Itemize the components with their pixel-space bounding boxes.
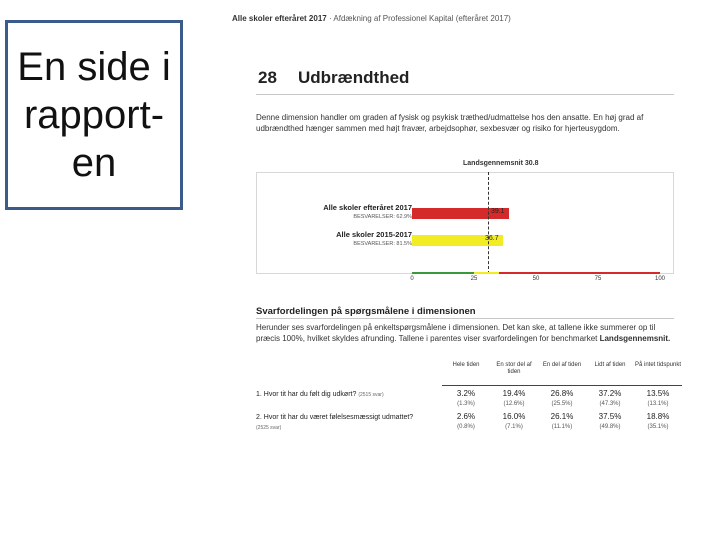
column-header: På intet tidspunkt: [634, 362, 682, 368]
value-cell: 37.5%: [598, 412, 622, 421]
average-line: [488, 172, 489, 274]
burnout-chart: [256, 160, 676, 290]
header-subtitle: · Afdækning af Professionel Kapital (efteråret 2017): [326, 14, 511, 23]
value-cell: 13.5%: [646, 389, 670, 398]
average-label: Landsgennemsnit 30.8: [463, 160, 539, 167]
benchmark-cell: (11.1%): [551, 424, 573, 430]
value-cell: 26.8%: [550, 389, 574, 398]
axis-band-mid: [474, 272, 499, 274]
benchmark-cell: (0.8%): [457, 424, 475, 430]
bar-value-2015-2017: 36.7: [485, 235, 499, 242]
chart-frame: [256, 172, 674, 274]
benchmark-cell: (1.3%): [457, 401, 475, 407]
value-cell: 2.6%: [456, 412, 476, 421]
axis-band-low: [412, 272, 474, 274]
tick-label: 75: [594, 276, 602, 282]
callout-box: [5, 20, 183, 210]
header-title: Alle skoler efteråret 2017: [232, 14, 327, 23]
bar-value-2017: 39.1: [490, 208, 505, 215]
benchmark-cell: (12.6%): [503, 401, 525, 407]
column-header: En del af tiden: [542, 362, 582, 368]
section-title: Udbrændthed: [298, 68, 410, 87]
tick-label: 25: [470, 276, 478, 282]
row-label-2017: Alle skoler efteråret 2017: [323, 203, 412, 212]
callout-text: En side i rapport- en: [17, 45, 171, 185]
axis-band-high: [499, 272, 660, 274]
value-cell: 37.2%: [598, 389, 622, 398]
value-cell: 26.1%: [550, 412, 574, 421]
benchmark-cell: (35.1%): [647, 424, 669, 430]
row-meta-2017: BESVARELSER: 62.9%: [353, 214, 412, 220]
distribution-text: [256, 322, 676, 344]
column-header: Hele tiden: [452, 362, 480, 368]
question-count: (2515 svar): [358, 392, 384, 398]
benchmark-cell: (13.1%): [647, 401, 669, 407]
benchmark-cell: (25.5%): [551, 401, 573, 407]
question-text: 2. Hvor tit har du været følelsesmæssigt udmattet?: [256, 414, 414, 421]
benchmark-cell: (47.3%): [599, 401, 621, 407]
distribution-divider: [256, 318, 674, 319]
benchmark-cell: (49.8%): [599, 424, 621, 430]
tick-label: 50: [532, 276, 540, 282]
question-2-count: [256, 424, 281, 431]
value-cell: 18.8%: [646, 412, 670, 421]
question-1: [256, 391, 384, 398]
value-cell: 16.0%: [502, 412, 526, 421]
section-number: 28: [258, 68, 277, 87]
row-label-2015-2017: Alle skoler 2015-2017: [336, 230, 412, 239]
value-cell: 3.2%: [456, 389, 476, 398]
question-2: [256, 414, 413, 421]
question-text: 1. Hvor tit har du følt dig udkørt?: [256, 391, 357, 398]
tick-label: 100: [654, 276, 666, 282]
distribution-text-bold: Landsgennemsnit.: [599, 334, 671, 343]
tick-label: 0: [410, 276, 414, 282]
question-count: (2525 svar): [256, 425, 282, 431]
benchmark-cell: (7.1%): [505, 424, 523, 430]
distribution-title: Svarfordelingen på spørgsmålene i dimensionen: [256, 306, 476, 317]
section-intro: Denne dimension handler om graden af fysisk og psykisk træthed/udmattelse hos den ansatte. En høj grad af udbrændthed hænger sammen med højt fravær, arbejdsophør, sexbesvær og risiko for hjerteusygdom.: [256, 113, 644, 133]
column-header: Lidt af tiden: [594, 362, 626, 368]
report-page: [232, 8, 680, 528]
column-header: En stor del af tiden: [496, 362, 532, 375]
row-meta-2015-2017: BESVARELSER: 81.5%: [353, 241, 412, 247]
table-header-rule: [442, 385, 682, 386]
section-divider: [256, 94, 674, 95]
value-cell: 19.4%: [502, 389, 526, 398]
distribution-text-body: Herunder ses svarfordelingen på enkeltspørgsmålene i dimensionen. Det kan ske, at tallene ikke summerer op til præcis 100%, hvilket skyldes afrunding. Tallene i parentes viser svarfordelingen for benchmarket: [256, 323, 656, 343]
report-header: [232, 14, 511, 23]
